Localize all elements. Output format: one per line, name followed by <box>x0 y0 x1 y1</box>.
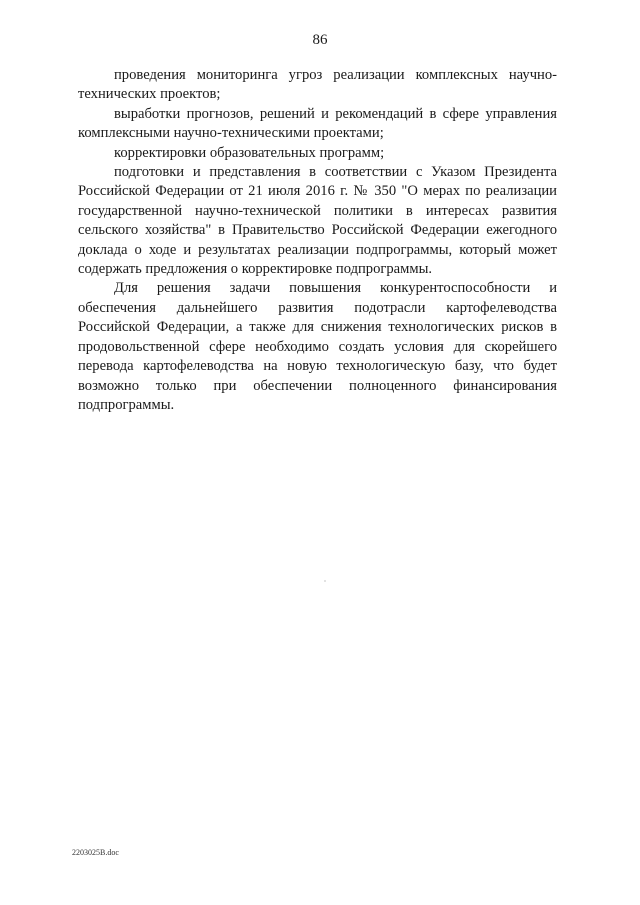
paragraph-report: подготовки и представления в соответствии с Указом Президента Российской Федерации от 21 июля 2016 г. № 350 "О мерах по реализации государственной научно-технической политики в интересах развития сельского хозяйства" в Правительство Российской Федерации ежегодного доклада о ходе и результатах реализации подпрограммы, который может содержать предложения о корректировке подпрограммы. <box>78 164 557 278</box>
paragraph-potato-industry: Для решения задачи повышения конкурентоспособности и обеспечения дальнейшего развития подотрасли картофелеводства Российской Федерации, а также для снижения технологических рисков в продовольственной сфере необходимо создать условия для скорейшего перевода картофелеводства на новую технологическую базу, что будет возможно только при обеспечении полноценного финансирования подпрограммы. <box>78 280 557 413</box>
paragraph-forecasts: выработки прогнозов, решений и рекомендаций в сфере управления комплексными научно-техническими проектами; <box>78 105 557 142</box>
paragraph-monitoring: проведения мониторинга угроз реализации комплексных научно-технических проектов; <box>78 67 557 103</box>
footer-filename: 2203025B.doc <box>72 848 119 857</box>
paragraph-education: корректировки образовательных программ; <box>114 144 385 161</box>
document-body <box>78 66 557 415</box>
page-number: 86 <box>312 32 328 48</box>
scan-dot-mark <box>324 580 326 582</box>
